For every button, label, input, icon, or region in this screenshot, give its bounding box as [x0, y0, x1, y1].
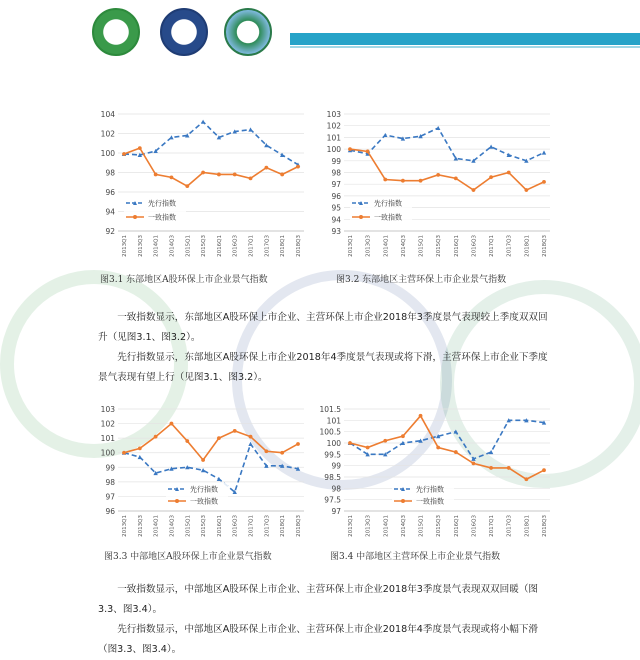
y-tick-label: 100 — [326, 145, 341, 155]
x-tick-label: 2016Q3 — [232, 235, 239, 257]
x-tick-label: 2014Q1 — [153, 515, 160, 537]
y-tick-label: 98 — [331, 168, 341, 178]
data-point-coincident — [489, 175, 493, 179]
data-point-coincident — [296, 442, 300, 446]
data-point-coincident — [454, 450, 458, 454]
data-point-coincident — [383, 439, 387, 443]
data-point-coincident — [122, 152, 126, 156]
data-point-coincident — [122, 451, 126, 455]
data-point-coincident — [348, 147, 352, 151]
x-tick-label: 2017Q1 — [489, 235, 496, 257]
data-point-coincident — [154, 435, 158, 439]
legend-label: 一致指数 — [374, 213, 402, 222]
y-tick-label: 92 — [105, 227, 115, 236]
y-tick-label: 99.5 — [324, 450, 341, 460]
legend-marker — [175, 499, 179, 503]
x-tick-label: 2016Q1 — [216, 235, 223, 257]
x-tick-label: 2017Q3 — [264, 235, 271, 257]
data-point-leading — [542, 150, 546, 154]
x-tick-label: 2017Q3 — [264, 515, 271, 537]
y-tick-label: 101 — [326, 133, 341, 143]
data-point-coincident — [264, 166, 268, 170]
x-tick-label: 2014Q1 — [383, 515, 390, 537]
y-tick-label: 97.5 — [324, 495, 341, 505]
x-tick-label: 2017Q1 — [248, 515, 255, 537]
x-tick-label: 2018Q1 — [524, 515, 531, 537]
data-point-leading — [201, 468, 205, 472]
y-tick-label: 100 — [326, 439, 341, 448]
x-tick-label: 2013Q3 — [137, 515, 144, 537]
data-point-coincident — [524, 477, 528, 481]
y-tick-label: 100 — [100, 149, 115, 158]
data-point-leading — [169, 135, 173, 139]
y-tick-label: 103 — [326, 110, 341, 119]
series-line-coincident — [350, 416, 544, 479]
figure-caption-3-2: 图3.2 东部地区主营环保上市企业景气指数 — [336, 275, 507, 285]
x-tick-label: 2018Q3 — [296, 515, 302, 537]
data-point-coincident — [170, 422, 174, 426]
page-header — [0, 0, 640, 70]
data-point-coincident — [217, 173, 221, 177]
x-tick-label: 2013Q1 — [122, 515, 128, 537]
x-tick-label: 2016Q3 — [471, 515, 478, 537]
x-tick-label: 2015Q3 — [436, 235, 443, 257]
chart-central-main-business — [318, 403, 558, 543]
data-point-coincident — [542, 180, 546, 184]
paragraph-east-coincident: 一致指数显示，东部地区A股环保上市企业、主营环保上市企业2018年3季度景气表现较上季度双双回升（见图3.1、图3.2）。 — [98, 312, 548, 343]
x-tick-label: 2015Q3 — [201, 235, 208, 257]
legend-marker — [133, 215, 137, 219]
x-tick-label: 2013Q1 — [348, 515, 354, 537]
y-tick-label: 102 — [326, 121, 341, 131]
series-line-leading — [350, 420, 544, 459]
legend-label: 一致指数 — [190, 497, 218, 506]
data-point-coincident — [185, 184, 189, 188]
y-tick-label: 94 — [105, 207, 115, 217]
x-tick-label: 2016Q3 — [232, 515, 239, 537]
research-institute-logo-icon — [224, 8, 272, 56]
data-point-coincident — [201, 171, 205, 175]
figure-caption-3-1: 图3.1 东部地区A股环保上市企业景气指数 — [100, 275, 268, 285]
data-point-coincident — [436, 446, 440, 450]
y-tick-label: 96 — [105, 507, 115, 516]
figure-caption-3-3: 图3.3 中部地区A股环保上市企业景气指数 — [104, 552, 272, 562]
data-point-coincident — [249, 176, 253, 180]
data-point-coincident — [138, 446, 142, 450]
x-tick-label: 2016Q3 — [471, 235, 478, 257]
x-tick-label: 2016Q1 — [453, 235, 460, 257]
data-point-coincident — [507, 171, 511, 175]
x-tick-label: 2013Q3 — [365, 235, 372, 257]
x-tick-label: 2017Q1 — [489, 515, 496, 537]
header-accent-bar — [290, 33, 640, 45]
y-tick-label: 96 — [105, 188, 115, 197]
chart-east-a-share — [92, 108, 312, 263]
y-tick-label: 94 — [331, 215, 341, 225]
data-point-coincident — [524, 188, 528, 192]
x-tick-label: 2014Q3 — [400, 235, 407, 257]
x-tick-label: 2015Q1 — [418, 235, 425, 257]
data-point-coincident — [185, 439, 189, 443]
x-tick-label: 2017Q3 — [506, 235, 513, 257]
series-line-coincident — [124, 148, 298, 186]
legend-label: 一致指数 — [416, 497, 444, 506]
legend-label: 先行指数 — [374, 199, 402, 208]
y-tick-label: 102 — [100, 419, 115, 429]
data-point-coincident — [366, 150, 370, 154]
data-point-coincident — [419, 414, 423, 418]
data-point-coincident — [454, 176, 458, 180]
y-tick-label: 98 — [105, 477, 115, 487]
x-tick-label: 2015Q1 — [185, 235, 192, 257]
header-accent-line — [290, 46, 640, 48]
x-tick-label: 2016Q1 — [216, 515, 223, 537]
x-tick-label: 2014Q1 — [383, 235, 390, 257]
data-point-coincident — [507, 466, 511, 470]
data-point-coincident — [419, 179, 423, 183]
data-point-coincident — [280, 173, 284, 177]
x-tick-label: 2016Q1 — [453, 515, 460, 537]
data-point-leading — [248, 127, 252, 131]
x-tick-label: 2015Q1 — [418, 515, 425, 537]
x-tick-label: 2014Q3 — [400, 515, 407, 537]
data-point-coincident — [401, 434, 405, 438]
data-point-coincident — [472, 462, 476, 466]
data-point-leading — [201, 120, 205, 124]
data-point-leading — [138, 455, 142, 459]
x-tick-label: 2018Q1 — [280, 235, 287, 257]
y-tick-label: 103 — [100, 405, 115, 414]
data-point-coincident — [138, 146, 142, 150]
data-point-coincident — [154, 173, 158, 177]
y-tick-label: 99 — [331, 461, 341, 471]
y-tick-label: 98 — [331, 484, 341, 494]
data-point-coincident — [296, 165, 300, 169]
data-point-coincident — [348, 441, 352, 445]
x-tick-label: 2015Q3 — [201, 515, 208, 537]
paragraph-central-coincident: 一致指数显示，中部地区A股环保上市企业、主营环保上市企业2018年3季度景气表现双双回暖（图3.3、图3.4）。 — [98, 584, 539, 615]
university-seal-logo-icon — [160, 8, 208, 56]
x-tick-label: 2013Q3 — [137, 235, 144, 257]
legend-marker — [401, 499, 405, 503]
x-tick-label: 2015Q3 — [436, 515, 443, 537]
y-tick-label: 97 — [105, 492, 115, 502]
legend-label: 先行指数 — [148, 199, 176, 208]
y-tick-label: 104 — [100, 110, 115, 119]
y-tick-label: 95 — [331, 203, 341, 213]
data-point-coincident — [217, 436, 221, 440]
x-tick-label: 2013Q1 — [122, 235, 128, 257]
y-tick-label: 97 — [331, 507, 341, 516]
data-point-coincident — [233, 429, 237, 433]
x-tick-label: 2014Q3 — [169, 515, 176, 537]
x-tick-label: 2018Q3 — [542, 235, 548, 257]
x-tick-label: 2017Q3 — [506, 515, 513, 537]
legend-label: 先行指数 — [190, 485, 218, 494]
green-society-logo-icon — [92, 8, 140, 56]
x-tick-label: 2018Q1 — [280, 515, 287, 537]
y-tick-label: 101.5 — [319, 405, 341, 414]
y-tick-label: 97 — [331, 180, 341, 190]
y-tick-label: 99 — [105, 463, 115, 473]
x-tick-label: 2018Q1 — [524, 235, 531, 257]
paragraph-east-leading: 先行指数显示，东部地区A股环保上市企业2018年4季度景气表现或将下滑，主营环保上市企业下季度景气表现有望上行（见图3.1、图3.2）。 — [98, 352, 548, 383]
y-tick-label: 98.5 — [324, 473, 341, 482]
y-tick-label: 93 — [331, 227, 341, 236]
x-tick-label: 2018Q3 — [296, 235, 302, 257]
figure-caption-3-4: 图3.4 中部地区主营环保上市企业景气指数 — [330, 552, 501, 562]
x-tick-label: 2014Q3 — [169, 235, 176, 257]
data-point-leading — [489, 145, 493, 149]
chart-central-a-share — [92, 403, 312, 543]
series-line-leading — [124, 122, 298, 165]
paragraph-central-leading: 先行指数显示，中部地区A股环保上市企业、主营环保上市企业2018年4季度景气表现或将小幅下滑（图3.3、图3.4）。 — [98, 624, 539, 655]
data-point-coincident — [366, 446, 370, 450]
x-tick-label: 2015Q1 — [185, 515, 192, 537]
data-point-coincident — [264, 449, 268, 453]
data-point-coincident — [280, 451, 284, 455]
data-point-coincident — [401, 179, 405, 183]
y-tick-label: 102 — [100, 129, 115, 139]
x-tick-label: 2013Q3 — [365, 515, 372, 537]
legend-label: 一致指数 — [148, 213, 176, 222]
data-point-coincident — [170, 175, 174, 179]
y-tick-label: 98 — [105, 168, 115, 178]
legend-marker — [359, 215, 363, 219]
data-point-leading — [383, 133, 387, 137]
legend-label: 先行指数 — [416, 485, 444, 494]
data-point-coincident — [233, 173, 237, 177]
data-point-coincident — [489, 466, 493, 470]
y-tick-label: 100 — [100, 448, 115, 458]
chart-east-main-business — [318, 108, 558, 263]
data-point-coincident — [249, 435, 253, 439]
data-point-coincident — [436, 173, 440, 177]
data-point-coincident — [472, 188, 476, 192]
y-tick-label: 101 — [100, 434, 115, 444]
y-tick-label: 96 — [331, 191, 341, 201]
series-line-coincident — [124, 424, 298, 460]
data-point-leading — [217, 477, 221, 481]
y-tick-label: 101 — [326, 416, 341, 426]
series-line-leading — [350, 128, 544, 161]
x-tick-label: 2014Q1 — [153, 235, 160, 257]
data-point-coincident — [542, 468, 546, 472]
x-tick-label: 2013Q1 — [348, 235, 354, 257]
data-point-coincident — [201, 458, 205, 462]
data-point-coincident — [383, 178, 387, 182]
y-tick-label: 99 — [331, 156, 341, 166]
y-tick-label: 100.5 — [319, 427, 341, 437]
x-tick-label: 2018Q3 — [542, 515, 548, 537]
data-point-leading — [248, 442, 252, 446]
x-tick-label: 2017Q1 — [248, 235, 255, 257]
